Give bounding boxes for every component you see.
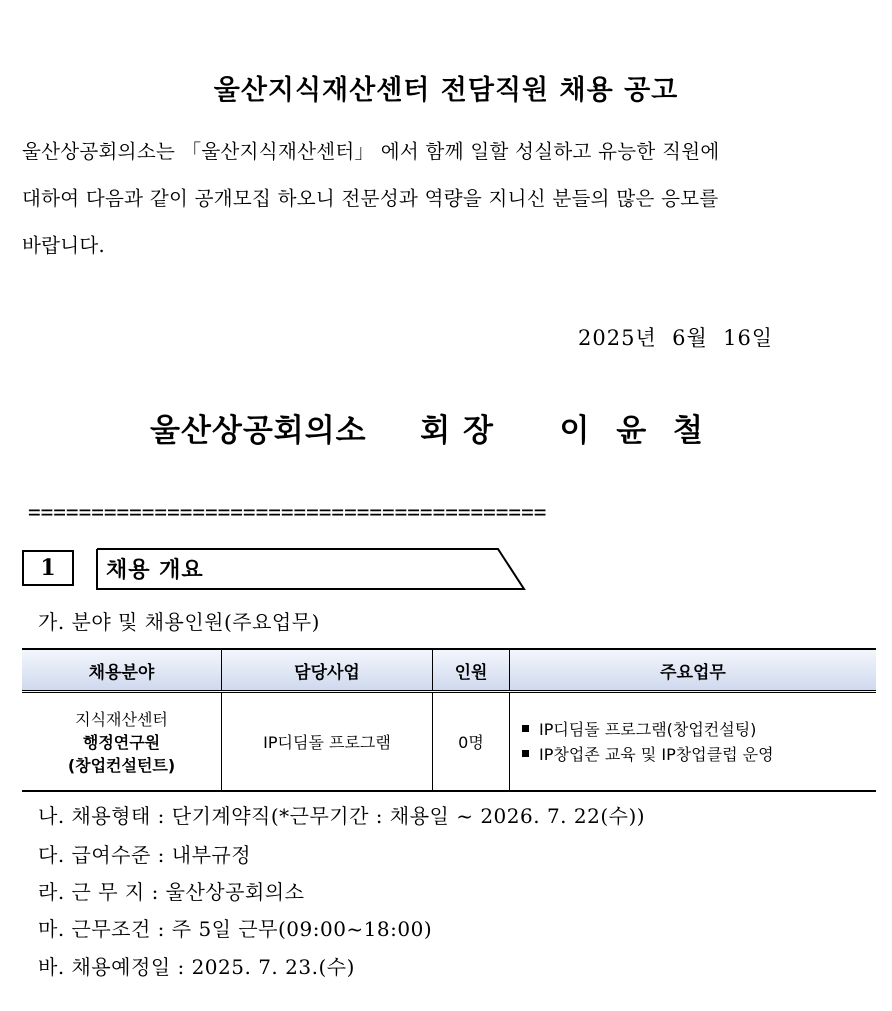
header-program: 담당사업 [222,649,433,692]
item-salary: 다. 급여수준 : 내부규정 [38,843,252,867]
duty-text: IP창업존 교육 및 IP창업클럽 운영 [539,744,774,764]
item-start-date: 바. 채용예정일 : 2025. 7. 23.(수) [38,955,355,979]
intro-paragraph [22,128,842,269]
cell-program: IP디딤돌 프로그램 [222,692,433,792]
header-field: 채용분야 [22,649,222,692]
item-workplace: 라. 근 무 지 : 울산상공회의소 [38,880,305,904]
table-row [22,692,876,792]
item-work-conditions: 마. 근무조건 : 주 5일 근무(09:00~18:00) [38,917,433,941]
square-bullet-icon [522,725,529,732]
intro-line: 울산상공회의소는 「울산지식재산센터」 에서 함께 일할 성실하고 유능한 직원에 [22,140,720,163]
cell-count: 0명 [433,692,510,792]
recruitment-table [22,648,876,792]
item-employment-type: 나. 채용형태 : 단기계약직(*근무기간 : 채용일 ~ 2026. 7. 22(수)) [38,804,646,828]
page-title: 울산지식재산센터 전담직원 채용 공고 [213,75,679,106]
field-line: (창업컨설턴트) [67,756,176,775]
cell-field [22,692,222,792]
square-bullet-icon [522,750,529,757]
intro-line: 대하여 다음과 같이 공개모집 하오니 전문성과 역량을 지니신 분들의 많은 응모를 [22,187,719,210]
cell-duties [510,692,877,792]
header-count: 인원 [433,649,510,692]
signer-name: 이 윤 철 [559,413,704,449]
field-line: 지식재산센터 [75,710,168,729]
intro-line: 바랍니다. [22,234,106,257]
signer-org: 울산상공회의소 [150,413,367,449]
table-header-row [22,649,876,692]
announcement-date: 2025년 6월 16일 [578,326,774,350]
sub-heading-a: 가. 분야 및 채용인원(주요업무) [38,610,320,634]
header-duties: 주요업무 [510,649,877,692]
duty-item [522,717,875,742]
duty-item [522,742,875,767]
separator-line: ========================================= [28,500,547,524]
section-title: 채용 개요 [106,557,204,583]
signer-position: 회 장 [420,413,494,449]
signature-line [150,405,704,450]
section-number: 1 [22,550,74,586]
duty-text: IP디딤돌 프로그램(창업컨설팅) [539,719,757,739]
field-line: 행정연구원 [82,733,161,752]
